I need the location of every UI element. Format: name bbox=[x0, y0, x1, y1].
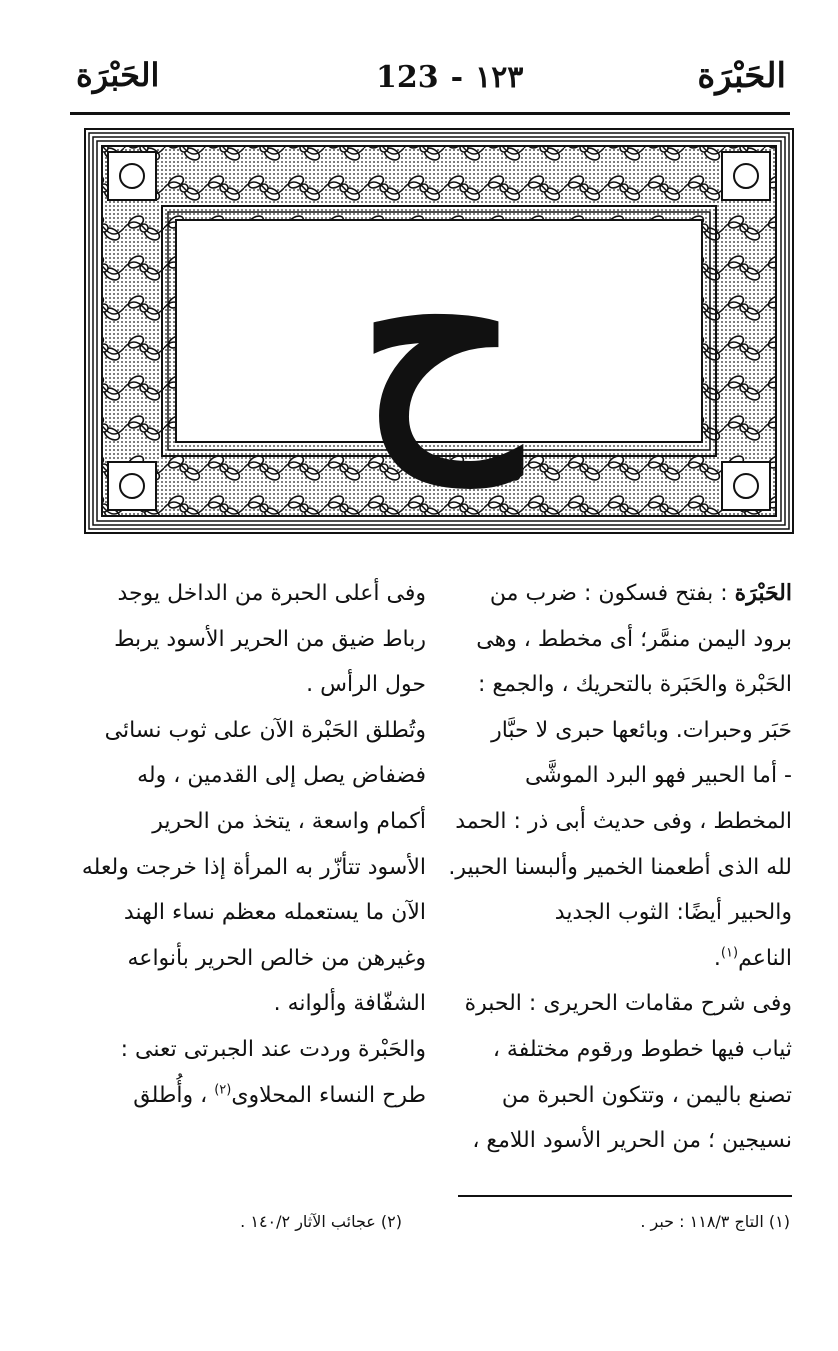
text-line: طرح النساء المحلاوى$^{(٢)}$ ، وأُطلق bbox=[133, 1082, 426, 1108]
text-line: الناعم$^{(١)}$. bbox=[713, 945, 792, 971]
text-line: فضفاض يصل إلى القدمين ، وله bbox=[137, 763, 426, 789]
page-number-latin: 123 bbox=[376, 60, 439, 95]
footnote-1: (١) التاج ١١٨/٣ : حبر . bbox=[640, 1212, 790, 1231]
text-line: وفى أعلى الحبرة من الداخل يوجد bbox=[117, 581, 426, 606]
text-line: المخطط ، وفى حديث أبى ذر : الحمد bbox=[455, 808, 792, 834]
footnote-mark: (٢) bbox=[214, 1082, 232, 1098]
page-number-arabic: ١٢٣ bbox=[475, 60, 524, 95]
section-letter: ح bbox=[358, 189, 520, 483]
running-title-right: الحَبْرَة bbox=[697, 56, 786, 96]
ornamental-frame bbox=[84, 128, 794, 534]
text-line: الشفّافة وألوانه . bbox=[273, 991, 426, 1017]
text-line: ثياب فيها خطوط ورقوم مختلفة ، bbox=[492, 1036, 792, 1062]
text-line: الحَبْرة والحَبَرة بالتحريك ، والجمع : bbox=[478, 672, 792, 698]
text-line: أكمام واسعة ، يتخذ من الحرير bbox=[152, 808, 426, 834]
text-line: تصنع باليمن ، وتتكون الحبرة من bbox=[501, 1082, 792, 1108]
page-number-dash: - bbox=[450, 60, 464, 95]
footnote-2: (٢) عجائب الآثار ١٤٠/٢ . bbox=[240, 1212, 402, 1231]
text-line: نسيجين ؛ من الحرير الأسود اللامع ، bbox=[472, 1128, 792, 1154]
text-line: وفى شرح مقامات الحريرى : الحبرة bbox=[464, 991, 792, 1017]
text-line: الحَبْرَة : بفتح فسكون : ضرب من bbox=[489, 580, 792, 606]
text-line: رباط ضيق من الحرير الأسود يربط bbox=[114, 626, 426, 652]
running-title-left: الحَبْرَة bbox=[76, 56, 160, 94]
text-line: والحبير أيضًا: الثوب الجديد bbox=[554, 900, 792, 926]
left-column bbox=[74, 571, 426, 1118]
text-line: برود اليمن منمَّر؛ أى مخطط ، وهى bbox=[476, 626, 792, 652]
footnote-rule bbox=[458, 1195, 792, 1197]
right-column bbox=[440, 571, 792, 1164]
page-header bbox=[70, 48, 790, 108]
text-line: والحَبْرة وردت عند الجبرتى تعنى : bbox=[120, 1036, 426, 1062]
text-line: حَبَر وحبرات. وبائعها حبرى لا حبَّار bbox=[491, 717, 792, 743]
text-line: حول الرأس . bbox=[306, 672, 426, 698]
footnote-mark: (١) bbox=[720, 945, 739, 961]
text-line: الأسود تتأزّر به المرأة إذا خرجت ولعله bbox=[81, 854, 426, 880]
entry-headword: الحَبْرَة bbox=[734, 580, 792, 606]
text-line: وتُطلق الحَبْرة الآن على ثوب نسائى bbox=[104, 717, 426, 743]
text-line: لله الذى أطعمنا الخمير وألبسنا الحبير. bbox=[448, 854, 792, 880]
text-line: وغيرهن من خالص الحرير بأنواعه bbox=[127, 945, 426, 971]
text-line: - أما الحبير فهو البرد الموشَّى bbox=[524, 763, 792, 789]
page-number bbox=[370, 60, 529, 95]
header-rule bbox=[70, 112, 790, 115]
text-line: الآن ما يستعمله معظم نساء الهند bbox=[123, 900, 426, 926]
